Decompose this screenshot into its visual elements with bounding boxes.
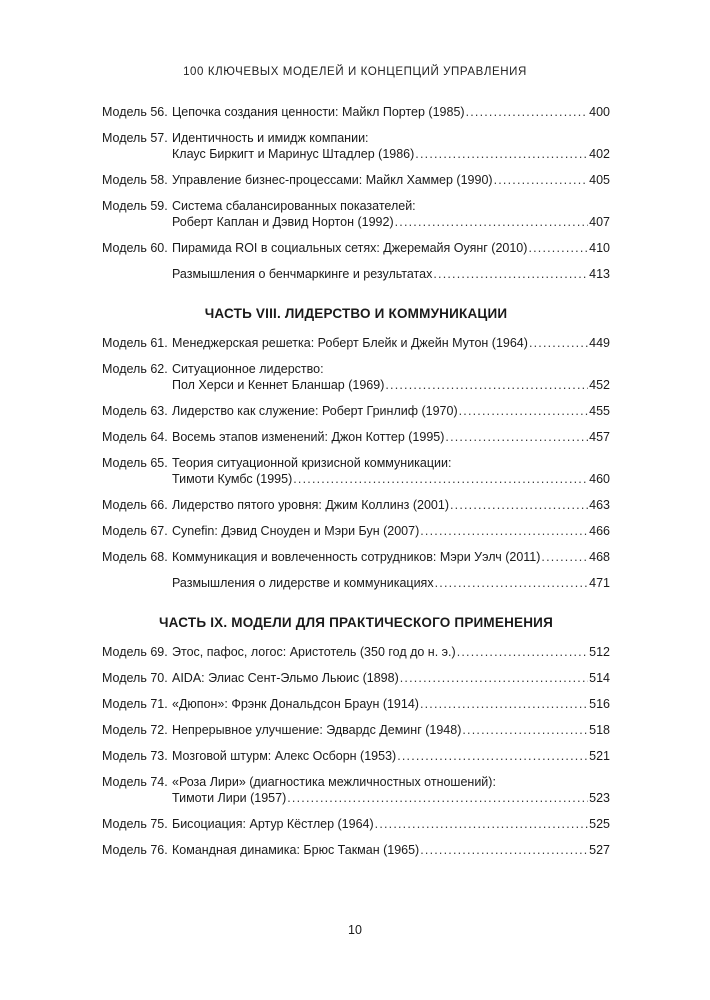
dot-leader bbox=[397, 748, 588, 764]
toc-entry[interactable] bbox=[102, 403, 610, 419]
entry-title-line: Идентичность и имидж компании: bbox=[172, 131, 369, 145]
dot-leader bbox=[395, 214, 589, 230]
entry-last-line bbox=[172, 497, 610, 513]
dot-leader bbox=[466, 104, 589, 120]
model-label bbox=[102, 266, 172, 282]
entry-body bbox=[172, 130, 610, 162]
entry-title: Командная динамика: Брюс Такман (1965) bbox=[172, 843, 420, 857]
toc-entry[interactable] bbox=[102, 774, 610, 806]
dot-leader bbox=[457, 644, 588, 660]
dot-leader bbox=[433, 266, 588, 282]
dot-leader bbox=[435, 575, 589, 591]
entry-title: Cynefin: Дэвид Сноуден и Мэри Бун (2007) bbox=[172, 524, 420, 538]
entry-page-number: 449 bbox=[589, 336, 610, 350]
entry-body bbox=[172, 172, 610, 188]
entry-page-number: 518 bbox=[589, 723, 610, 737]
entry-page-number: 463 bbox=[589, 498, 610, 512]
entry-body bbox=[172, 644, 610, 660]
entry-last-line bbox=[172, 816, 610, 832]
entry-page-number: 413 bbox=[589, 267, 610, 281]
model-label: Модель 62. bbox=[102, 362, 168, 376]
entry-page-number: 407 bbox=[589, 215, 610, 229]
entry-last-line bbox=[172, 377, 610, 393]
entry-body bbox=[172, 670, 610, 686]
model-label: Модель 74. bbox=[102, 775, 168, 789]
entry-title: Роберт Каплан и Дэвид Нортон (1992) bbox=[172, 215, 394, 229]
model-label: Модель 71. bbox=[102, 697, 168, 711]
entry-title: Лидерство как служение: Роберт Гринлиф (1970) bbox=[172, 404, 458, 418]
toc-entry[interactable] bbox=[102, 455, 610, 487]
dot-leader bbox=[528, 240, 588, 256]
entry-title: Бисоциация: Артур Кёстлер (1964) bbox=[172, 817, 374, 831]
entry-body bbox=[172, 455, 610, 487]
toc-entry[interactable] bbox=[102, 335, 610, 351]
entry-title: Управление бизнес-процессами: Майкл Хаммер (1990) bbox=[172, 173, 493, 187]
entry-page-number: 405 bbox=[589, 173, 610, 187]
model-label: Модель 58. bbox=[102, 173, 168, 187]
entry-body bbox=[172, 748, 610, 764]
entry-title: Тимоти Лири (1957) bbox=[172, 791, 287, 805]
entry-page-number: 455 bbox=[589, 404, 610, 418]
entry-title: Лидерство пятого уровня: Джим Коллинз (2001) bbox=[172, 498, 449, 512]
entry-last-line bbox=[172, 842, 610, 858]
entry-last-line bbox=[172, 696, 610, 712]
toc-entry[interactable] bbox=[102, 172, 610, 188]
dot-leader bbox=[529, 335, 588, 351]
entry-last-line bbox=[172, 104, 610, 120]
part-title: ЧАСТЬ VIII. ЛИДЕРСТВО И КОММУНИКАЦИИ bbox=[204, 306, 508, 321]
toc-entry[interactable] bbox=[102, 748, 610, 764]
entry-page-number: 457 bbox=[589, 430, 610, 444]
entry-last-line bbox=[172, 240, 610, 256]
entry-page-number: 516 bbox=[589, 697, 610, 711]
entry-title: Этос, пафос, логос: Аристотель (350 год до н. э.) bbox=[172, 645, 456, 659]
entry-title: Пирамида ROI в социальных сетях: Джеремайя Оуянг (2010) bbox=[172, 241, 528, 255]
toc-entry[interactable] bbox=[102, 497, 610, 513]
entry-title: «Дюпон»: Фрэнк Дональдсон Браун (1914) bbox=[172, 697, 419, 711]
entry-last-line bbox=[172, 722, 610, 738]
model-label: Модель 57. bbox=[102, 131, 168, 145]
entry-page-number: 514 bbox=[589, 671, 610, 685]
entry-last-line bbox=[172, 335, 610, 351]
dot-leader bbox=[293, 471, 588, 487]
entry-last-line bbox=[172, 172, 610, 188]
entry-last-line bbox=[172, 429, 610, 445]
model-label: Модель 61. bbox=[102, 336, 168, 350]
entry-title: Пол Херси и Кеннет Бланшар (1969) bbox=[172, 378, 385, 392]
entry-last-line bbox=[172, 146, 610, 162]
entry-page-number: 527 bbox=[589, 843, 610, 857]
model-label: Модель 76. bbox=[102, 843, 168, 857]
toc-entry[interactable] bbox=[102, 670, 610, 686]
toc-entry[interactable] bbox=[102, 575, 610, 591]
entry-body bbox=[172, 523, 610, 539]
entry-title: Размышления о бенчмаркинге и результатах bbox=[172, 267, 433, 281]
dot-leader bbox=[375, 816, 589, 832]
entry-page-number: 460 bbox=[589, 472, 610, 486]
model-label: Модель 67. bbox=[102, 524, 168, 538]
entry-title: Коммуникация и вовлеченность сотрудников: Мэри Уэлч (2011) bbox=[172, 550, 541, 564]
entry-page-number: 402 bbox=[589, 147, 610, 161]
entry-body bbox=[172, 497, 610, 513]
entry-body bbox=[172, 696, 610, 712]
model-label: Модель 64. bbox=[102, 430, 168, 444]
model-label: Модель 68. bbox=[102, 550, 168, 564]
entry-title-line: Ситуационное лидерство: bbox=[172, 362, 324, 376]
entry-body bbox=[172, 361, 610, 393]
dot-leader bbox=[450, 497, 588, 513]
entry-page-number: 471 bbox=[589, 576, 610, 590]
entry-title: Восемь этапов изменений: Джон Коттер (1995) bbox=[172, 430, 445, 444]
toc-entry[interactable] bbox=[102, 816, 610, 832]
entry-page-number: 410 bbox=[589, 241, 610, 255]
entry-last-line bbox=[172, 523, 610, 539]
entry-page-number: 468 bbox=[589, 550, 610, 564]
entry-title: Размышления о лидерстве и коммуникациях bbox=[172, 576, 434, 590]
model-label: Модель 75. bbox=[102, 817, 168, 831]
entry-body bbox=[172, 774, 610, 806]
entry-body bbox=[172, 816, 610, 832]
dot-leader bbox=[415, 146, 588, 162]
entry-page-number: 512 bbox=[589, 645, 610, 659]
toc-entry[interactable] bbox=[102, 842, 610, 858]
entry-page-number: 466 bbox=[589, 524, 610, 538]
entry-title: Тимоти Кумбс (1995) bbox=[172, 472, 293, 486]
entry-body bbox=[172, 842, 610, 858]
dot-leader bbox=[445, 429, 588, 445]
entry-body bbox=[172, 575, 610, 591]
entry-last-line bbox=[172, 549, 610, 565]
entry-body bbox=[172, 335, 610, 351]
toc-entry[interactable] bbox=[102, 429, 610, 445]
model-label: Модель 66. bbox=[102, 498, 168, 512]
page-number: 10 bbox=[348, 923, 362, 937]
model-label: Модель 73. bbox=[102, 749, 168, 763]
toc-entry[interactable] bbox=[102, 696, 610, 712]
model-label: Модель 69. bbox=[102, 645, 168, 659]
entry-page-number: 521 bbox=[589, 749, 610, 763]
toc-entry[interactable] bbox=[102, 130, 610, 162]
entry-page-number: 400 bbox=[589, 105, 610, 119]
model-label: Модель 59. bbox=[102, 199, 168, 213]
model-label: Модель 60. bbox=[102, 241, 168, 255]
entry-page-number: 452 bbox=[589, 378, 610, 392]
toc-entry[interactable] bbox=[102, 104, 610, 120]
entry-last-line bbox=[172, 644, 610, 660]
entry-title: Клаус Биркигт и Маринус Штадлер (1986) bbox=[172, 147, 415, 161]
entry-page-number: 525 bbox=[589, 817, 610, 831]
entry-title: Цепочка создания ценности: Майкл Портер (1985) bbox=[172, 105, 465, 119]
dot-leader bbox=[462, 722, 588, 738]
entry-body bbox=[172, 549, 610, 565]
entry-body bbox=[172, 104, 610, 120]
toc-entry[interactable] bbox=[102, 644, 610, 660]
model-label: Модель 56. bbox=[102, 105, 168, 119]
dot-leader bbox=[385, 377, 588, 393]
dot-leader bbox=[420, 696, 588, 712]
dot-leader bbox=[287, 790, 588, 806]
dot-leader bbox=[420, 842, 588, 858]
toc-entry[interactable] bbox=[102, 198, 610, 230]
table-of-contents bbox=[102, 104, 610, 868]
dot-leader bbox=[459, 403, 589, 419]
toc-entry[interactable] bbox=[102, 549, 610, 565]
entry-last-line bbox=[172, 748, 610, 764]
entry-page-number: 523 bbox=[589, 791, 610, 805]
entry-body bbox=[172, 403, 610, 419]
entry-body bbox=[172, 429, 610, 445]
model-label: Модель 65. bbox=[102, 456, 168, 470]
entry-last-line bbox=[172, 214, 610, 230]
toc-entry[interactable] bbox=[102, 266, 610, 282]
entry-title-line: Теория ситуационной кризисной коммуникации: bbox=[172, 456, 452, 470]
entry-body bbox=[172, 198, 610, 230]
entry-title: Менеджерская решетка: Роберт Блейк и Джейн Мутон (1964) bbox=[172, 336, 528, 350]
toc-entry[interactable] bbox=[102, 240, 610, 256]
part-title: ЧАСТЬ IX. МОДЕЛИ ДЛЯ ПРАКТИЧЕСКОГО ПРИМЕНЕНИЯ bbox=[158, 615, 553, 630]
running-head: 100 КЛЮЧЕВЫХ МОДЕЛЕЙ И КОНЦЕПЦИЙ УПРАВЛЕНИЯ bbox=[183, 66, 527, 78]
toc-entry[interactable] bbox=[102, 523, 610, 539]
model-label bbox=[102, 575, 172, 591]
dot-leader bbox=[494, 172, 589, 188]
model-label: Модель 72. bbox=[102, 723, 168, 737]
entry-title: Мозговой штурм: Алекс Осборн (1953) bbox=[172, 749, 397, 763]
toc-entry[interactable] bbox=[102, 361, 610, 393]
entry-body bbox=[172, 722, 610, 738]
entry-body bbox=[172, 240, 610, 256]
entry-last-line bbox=[172, 403, 610, 419]
entry-last-line bbox=[172, 670, 610, 686]
entry-title-line: «Роза Лири» (диагностика межличностных отношений): bbox=[172, 775, 496, 789]
dot-leader bbox=[400, 670, 588, 686]
entry-title: Непрерывное улучшение: Эдвардс Деминг (1948) bbox=[172, 723, 462, 737]
model-label: Модель 63. bbox=[102, 404, 168, 418]
entry-title: AIDA: Элиас Сент-Эльмо Льюис (1898) bbox=[172, 671, 399, 685]
entry-last-line bbox=[172, 790, 610, 806]
entry-last-line bbox=[172, 471, 610, 487]
dot-leader bbox=[541, 549, 588, 565]
entry-last-line bbox=[172, 266, 610, 282]
entry-body bbox=[172, 266, 610, 282]
toc-entry[interactable] bbox=[102, 722, 610, 738]
dot-leader bbox=[420, 523, 588, 539]
entry-last-line bbox=[172, 575, 610, 591]
entry-title-line: Система сбалансированных показателей: bbox=[172, 199, 416, 213]
model-label: Модель 70. bbox=[102, 671, 168, 685]
